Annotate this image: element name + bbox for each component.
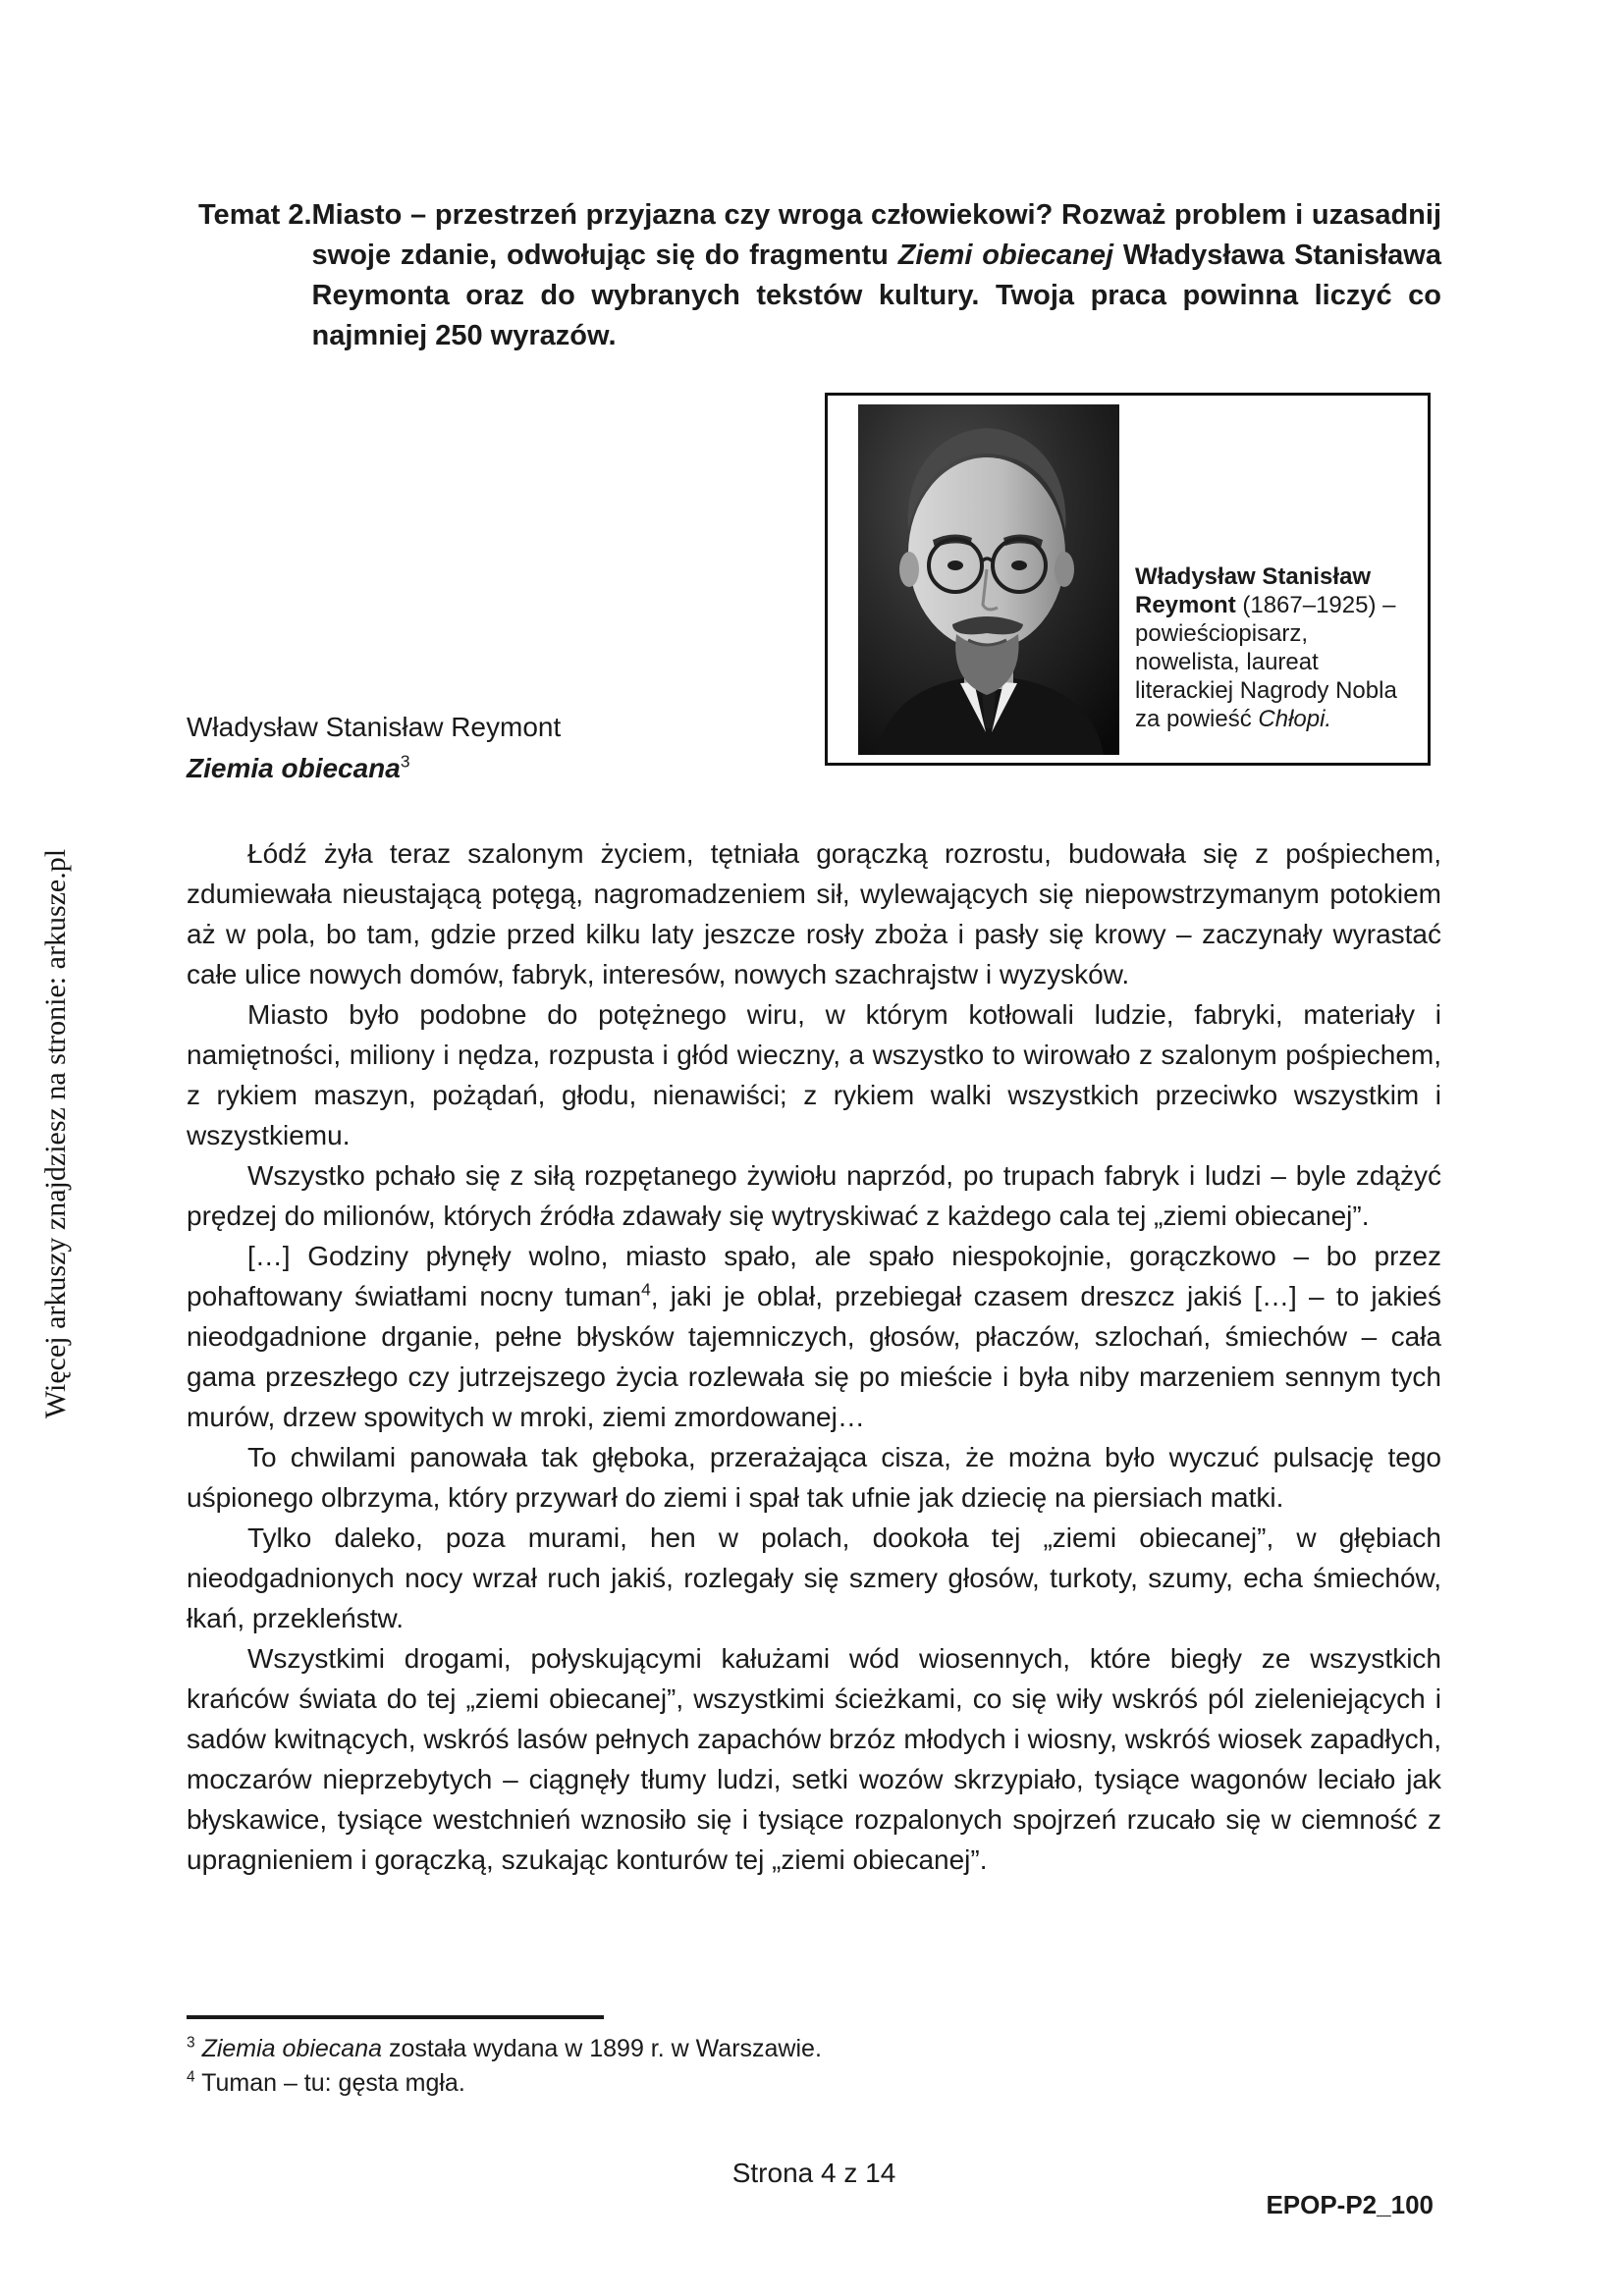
footnote-4: $^4$ Tuman – tu: gęsta mgła. <box>187 2068 465 2097</box>
page-number: Strona 4 z 14 <box>731 2158 896 2188</box>
source-author: Władysław Stanisław Reymont <box>187 712 562 742</box>
sidebar-watermark: Więcej arkuszy znajdziesz na stronie: arkusze.pl <box>39 848 72 1419</box>
form-code: EPOP-P2_100 <box>1266 2190 1434 2219</box>
figure-caption: Władysław Stanisław Reymont (1867–1925) – powieściopisarz, nowelista, laureat literackiej Nagrody Nobla za powieść Chłopi. <box>1135 563 1397 732</box>
excerpt <box>187 833 1441 1880</box>
excerpt-paragraph: Wszystko pchało się z siłą rozpętanego żywiołu naprzód, po trupach fabryk i ludzi – byle zdążyć prędzej do milionów, których źródła zdawały się wytryskiwać z każdego cala tej „ziemi obiecanej”. <box>187 1160 1441 1231</box>
footnote-separator <box>187 2015 604 2019</box>
excerpt-paragraph: Miasto było podobne do potężnego wiru, w którym kotłowali ludzie, fabryki, materiały i namiętności, miliony i nędza, rozpusta i głód wieczny, a wszystko to wirowało z szalonym pośpiechem, z rykiem maszyn, pożądań, głodu, nienawiści; z rykiem walki wszystkich przeciwko wszystkim i wszystkiemu. <box>187 999 1441 1150</box>
task-prompt: Miasto – przestrzeń przyjazna czy wroga człowiekowi? Rozważ problem i uzasadnij swoje zdanie, odwołując się do fragmentu Ziemi obiecanej Władysława Stanisława Reymonta oraz do wybranych tekstów kultury. Twoja praca powinna liczyć co najmniej 250 wyrazów. <box>311 199 1441 351</box>
footnotes <box>187 2032 1441 2101</box>
excerpt-paragraph: Łódź żyła teraz szalonym życiem, tętniała gorączką rozrostu, budowała się z pośpiechem, zdumiewała nieustającą potęgą, nagromadzeniem sił, wylewających się niepowstrzymanym potokiem aż w pola, bo tam, gdzie przed kilku laty jeszcze rosły zboża i pasły się krowy – zaczynały wyrastać całe ulice nowych domów, fabryk, interesów, nowych szachrajstw i wyzysków. <box>187 838 1441 989</box>
excerpt-paragraph: To chwilami panowała tak głęboka, przerażająca cisza, że można było wyczuć pulsację tego uśpionego olbrzyma, który przywarł do ziemi i spał tak ufnie jak dziecię na piersiach matki. <box>187 1442 1441 1513</box>
source-title: Ziemia obiecana$^3$ <box>187 751 410 783</box>
portrait-illustration <box>858 404 1119 755</box>
footnote-3: $^3$ Ziemia obiecana została wydana w 1899 r. w Warszawie. <box>187 2034 822 2062</box>
excerpt-paragraph: […] Godziny płynęły wolno, miasto spało, ale spało niespokojnie, gorączkowo – bo przez pohaftowany światłami nocny tuman$^4$, jaki je oblał, przebiegał czasem dreszcz jakiś […] – to jakieś nieodgadnione drganie, pełne błysków tajemniczych, głosów, płaczów, szlochań, śmiechów – cała gama przeszłego czy jutrzejszego życia rozlewała się po mieście i była niby marzeniem sennym tych murów, drzew spowitych w mroki, ziemi zmordowanej… <box>187 1241 1441 1432</box>
source-block <box>187 707 561 789</box>
excerpt-paragraph: Tylko daleko, poza murami, hen w polach, dookoła tej „ziemi obiecanej”, w głębiach nieodgadnionych nocy wrzał ruch jakiś, rozlegały się szmery głosów, turkoty, szumy, echa śmiechów, łkań, przekleństw. <box>187 1522 1441 1633</box>
reymont-portrait-photo <box>858 404 1119 755</box>
excerpt-paragraph: Wszystkimi drogami, połyskującymi kałużami wód wiosennych, które biegły ze wszystkich krańców świata do tej „ziemi obiecanej”, wszystkimi ścieżkami, co się wiły wskróś pól zieleniejących i sadów kwitnących, wskróś lasów pełnych zapachów brzóz młodych i wiosny, wskróś wiosek zapadłych, moczarów nieprzebytych – ciągnęły tłumy ludzi, setki wozów skrzypiało, tysiące wagonów leciało jak błyskawice, tysiące westchnień wznosiło się i tysiące rozpalonych spojrzeń rzucało się w ciemność z upragnieniem i gorączką, szukając konturów tej „ziemi obiecanej”. <box>187 1643 1441 1875</box>
task-label: Temat 2. <box>198 199 312 231</box>
author-figure-box <box>825 393 1431 766</box>
task-heading <box>198 195 1441 356</box>
